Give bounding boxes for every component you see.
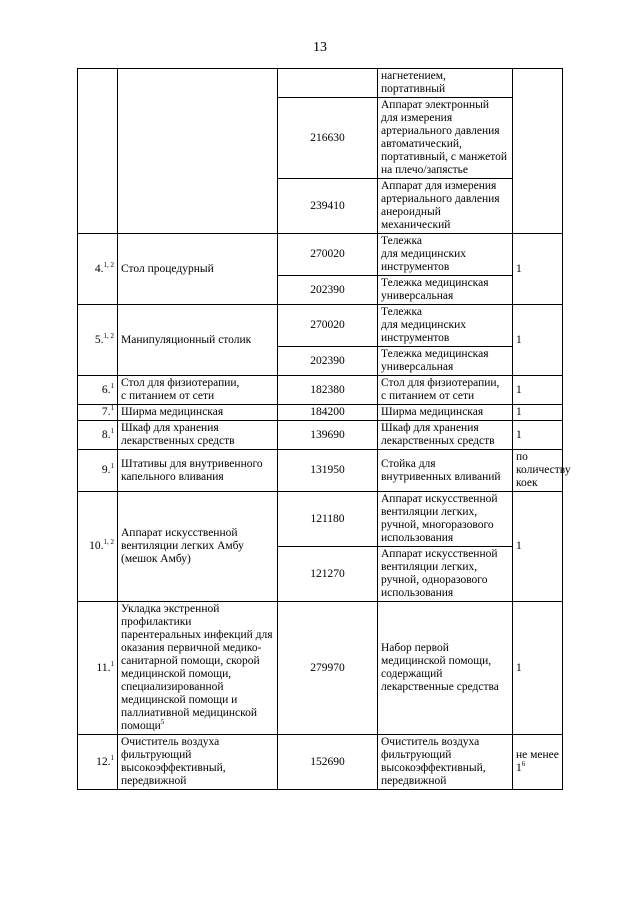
quantity-cell: 1	[513, 492, 563, 602]
description-cell: нагнетением, портативный	[378, 69, 513, 98]
code-cell: 121180	[278, 492, 378, 547]
quantity-cell: 1	[513, 421, 563, 450]
description-cell: Аппарат искусственной вентиляции легких, ручной, одноразового использования	[378, 547, 513, 602]
code-cell: 202390	[278, 276, 378, 305]
description-cell: Стойка для внутривенных вливаний	[378, 450, 513, 492]
quantity-cell: 1	[513, 234, 563, 305]
table-row	[78, 450, 563, 492]
table-row	[78, 376, 563, 405]
row-number-cell: 12.$^1$	[78, 735, 118, 790]
description-cell: Аппарат электронный для измерения артериального давления автоматический, портативный, с манжетой на плечо/запястье	[378, 98, 513, 179]
description-cell: Аппарат для измерения артериального давления анероидный механический	[378, 179, 513, 234]
description-cell: Тележка медицинская универсальная	[378, 276, 513, 305]
name-cell: Манипуляционный столик	[118, 305, 278, 376]
description-cell: Тележка медицинская универсальная	[378, 347, 513, 376]
description-cell: Набор первой медицинской помощи, содержащий лекарственные средства	[378, 602, 513, 735]
code-cell: 202390	[278, 347, 378, 376]
quantity-cell: по количеству коек	[513, 450, 563, 492]
code-cell: 216630	[278, 98, 378, 179]
code-cell: 152690	[278, 735, 378, 790]
table-row	[78, 602, 563, 735]
table-row	[78, 69, 563, 98]
page-number: 13	[313, 40, 327, 55]
equipment-table	[77, 68, 571, 790]
code-cell: 270020	[278, 305, 378, 347]
table-row	[78, 234, 563, 276]
description-cell: Аппарат искусственной вентиляции легких, ручной, многоразового использования	[378, 492, 513, 547]
name-cell: Стол процедурный	[118, 234, 278, 305]
description-cell: Тележка для медицинских инструментов	[378, 305, 513, 347]
code-cell: 131950	[278, 450, 378, 492]
table-row	[78, 492, 563, 547]
code-cell: 270020	[278, 234, 378, 276]
row-number-cell: 7.$^1$	[78, 405, 118, 421]
row-number-cell: 4.$^{1, 2}$	[78, 234, 118, 305]
quantity-cell: 1	[513, 376, 563, 405]
table-row	[78, 405, 563, 421]
table-row	[78, 421, 563, 450]
table-row	[78, 305, 563, 347]
table-row	[78, 735, 563, 790]
code-cell	[278, 69, 378, 98]
row-number-cell: 5.$^{1, 2}$	[78, 305, 118, 376]
description-cell: Шкаф для хранения лекарственных средств	[378, 421, 513, 450]
description-cell: Стол для физиотерапии, с питанием от сети	[378, 376, 513, 405]
code-cell: 184200	[278, 405, 378, 421]
code-cell: 182380	[278, 376, 378, 405]
name-cell: Штативы для внутривенного капельного вливания	[118, 450, 278, 492]
name-cell: Стол для физиотерапии, с питанием от сети	[118, 376, 278, 405]
name-cell: Шкаф для хранения лекарственных средств	[118, 421, 278, 450]
name-cell: Укладка экстренной профилактики парентеральных инфекций для оказания первичной медико- санитарной помощи, скорой медицинской помощи, специализированной медицинской помощи и паллиативной медицинской помощи$^5$	[118, 602, 278, 735]
row-number-cell: 8.$^1$	[78, 421, 118, 450]
quantity-cell	[513, 69, 563, 234]
name-cell: Очиститель воздуха фильтрующий высокоэффективный, передвижной	[118, 735, 278, 790]
name-cell	[118, 69, 278, 234]
row-number-cell: 11.$^1$	[78, 602, 118, 735]
name-cell: Аппарат искусственной вентиляции легких Амбу (мешок Амбу)	[118, 492, 278, 602]
description-cell: Очиститель воздуха фильтрующий высокоэффективный, передвижной	[378, 735, 513, 790]
row-number-cell: 6.$^1$	[78, 376, 118, 405]
code-cell: 279970	[278, 602, 378, 735]
description-cell: Ширма медицинская	[378, 405, 513, 421]
quantity-cell: 1	[513, 602, 563, 735]
quantity-cell: 1	[513, 405, 563, 421]
code-cell: 239410	[278, 179, 378, 234]
row-number-cell	[78, 69, 118, 234]
quantity-cell: 1	[513, 305, 563, 376]
row-number-cell: 10.$^{1, 2}$	[78, 492, 118, 602]
name-cell: Ширма медицинская	[118, 405, 278, 421]
quantity-cell: не менее $1^6$	[513, 735, 563, 790]
row-number-cell: 9.$^1$	[78, 450, 118, 492]
code-cell: 139690	[278, 421, 378, 450]
code-cell: 121270	[278, 547, 378, 602]
description-cell: Тележка для медицинских инструментов	[378, 234, 513, 276]
